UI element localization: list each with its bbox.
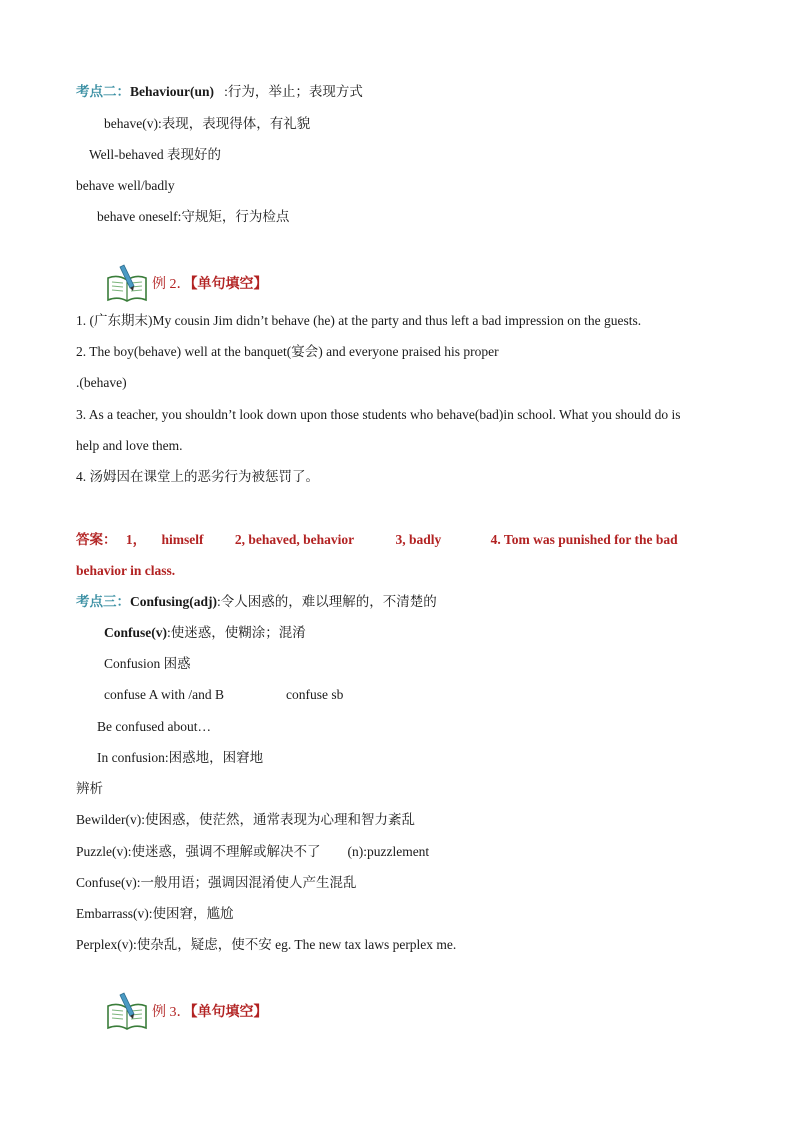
section3-confuse-a-b: confuse A with /and B (104, 687, 224, 702)
analysis-perplex: Perplex(v):使杂乱，疑虑，使不安 eg. The new tax laws perplex me. (76, 937, 457, 952)
section3-heading-meaning: :令人困惑的，难以理解的，不清楚的 (217, 594, 437, 609)
section2-line-behave: behave(v):表现，表现得体，有礼貌 (104, 116, 311, 131)
section3-heading-word: Confusing(adj) (130, 594, 218, 609)
example3-label: 例 3． (152, 1005, 191, 1020)
answer-part-2: himself (161, 532, 204, 547)
example2-item-3-cont: help and love them. (76, 438, 183, 453)
section3-in-confusion: In confusion:困惑地，困窘地 (97, 750, 264, 765)
example3-tag: 【单句填空】 (190, 1005, 268, 1020)
example2-tag: 【单句填空】 (190, 277, 268, 292)
analysis-bewilder: Bewilder(v):使困惑，使茫然，通常表现为心理和智力紊乱 (76, 812, 415, 827)
book-pencil-icon (104, 992, 150, 1032)
example2-item-2: 2. The boy(behave) well at the banquet(宴会) and everyone praised his proper (76, 344, 499, 359)
section2-heading-meaning: :行为，举止；表现方式 (224, 84, 363, 99)
example2-item-1: 1. (广东期末)My cousin Jim didn’t behave (he) at the party and thus left a bad impression on the guests. (76, 313, 642, 328)
section2-line-behave-well: behave well/badly (76, 178, 175, 193)
example2-item-3: 3. As a teacher, you shouldn’t look down upon those students who behave(bad)in school. What you should do is (76, 407, 681, 422)
example2-title (152, 276, 268, 294)
section3-confusion: Confusion 困惑 (104, 656, 191, 671)
answer-line (76, 531, 678, 549)
example2-item-4: 4. 汤姆因在课堂上的恶劣行为被惩罚了。 (76, 469, 319, 484)
analysis-embarrass: Embarrass(v):使困窘，尴尬 (76, 906, 234, 921)
example2-label: 例 2． (152, 277, 191, 292)
answer-part-1: 1， (125, 532, 147, 547)
section3-confuse-meaning: :使迷惑，使糊涂；混淆 (167, 625, 306, 640)
answer-continuation: behavior in class. (76, 563, 176, 578)
analysis-puzzle: Puzzle(v):使迷惑，强调不理解或解决不了 (n):puzzlement (76, 844, 430, 859)
analysis-confuse: Confuse(v):一般用语；强调因混淆使人产生混乱 (76, 875, 357, 890)
section2-line-well-behaved: Well-behaved 表现好的 (89, 147, 222, 162)
section2-heading-label: 考点二： (76, 84, 130, 99)
book-pencil-icon (104, 264, 150, 304)
section2-heading-word: Behaviour(un) (130, 84, 215, 99)
section3-confused-about: Be confused about… (97, 719, 211, 734)
section3-confuse (104, 624, 306, 642)
answer-part-5: 4. Tom was punished for the bad (490, 532, 678, 547)
section3-analysis-label: 辨析 (76, 781, 103, 796)
section2-heading (76, 83, 363, 101)
answer-part-3: 2, behaved, behavior (234, 532, 355, 547)
example2-item-2-cont: .(behave) (76, 375, 127, 390)
answer-part-4: 3, badly (395, 532, 442, 547)
example2-header (104, 264, 404, 304)
example3-title (152, 1004, 268, 1022)
section3-heading (76, 593, 437, 611)
section3-confuse-sb: confuse sb (286, 687, 344, 702)
answer-label: 答案： (76, 532, 117, 547)
example3-header (104, 992, 404, 1032)
section3-confuse-word: Confuse(v) (104, 625, 167, 640)
section2-line-behave-oneself: behave oneself:守规矩，行为检点 (97, 209, 290, 224)
section3-heading-label: 考点三： (76, 594, 130, 609)
